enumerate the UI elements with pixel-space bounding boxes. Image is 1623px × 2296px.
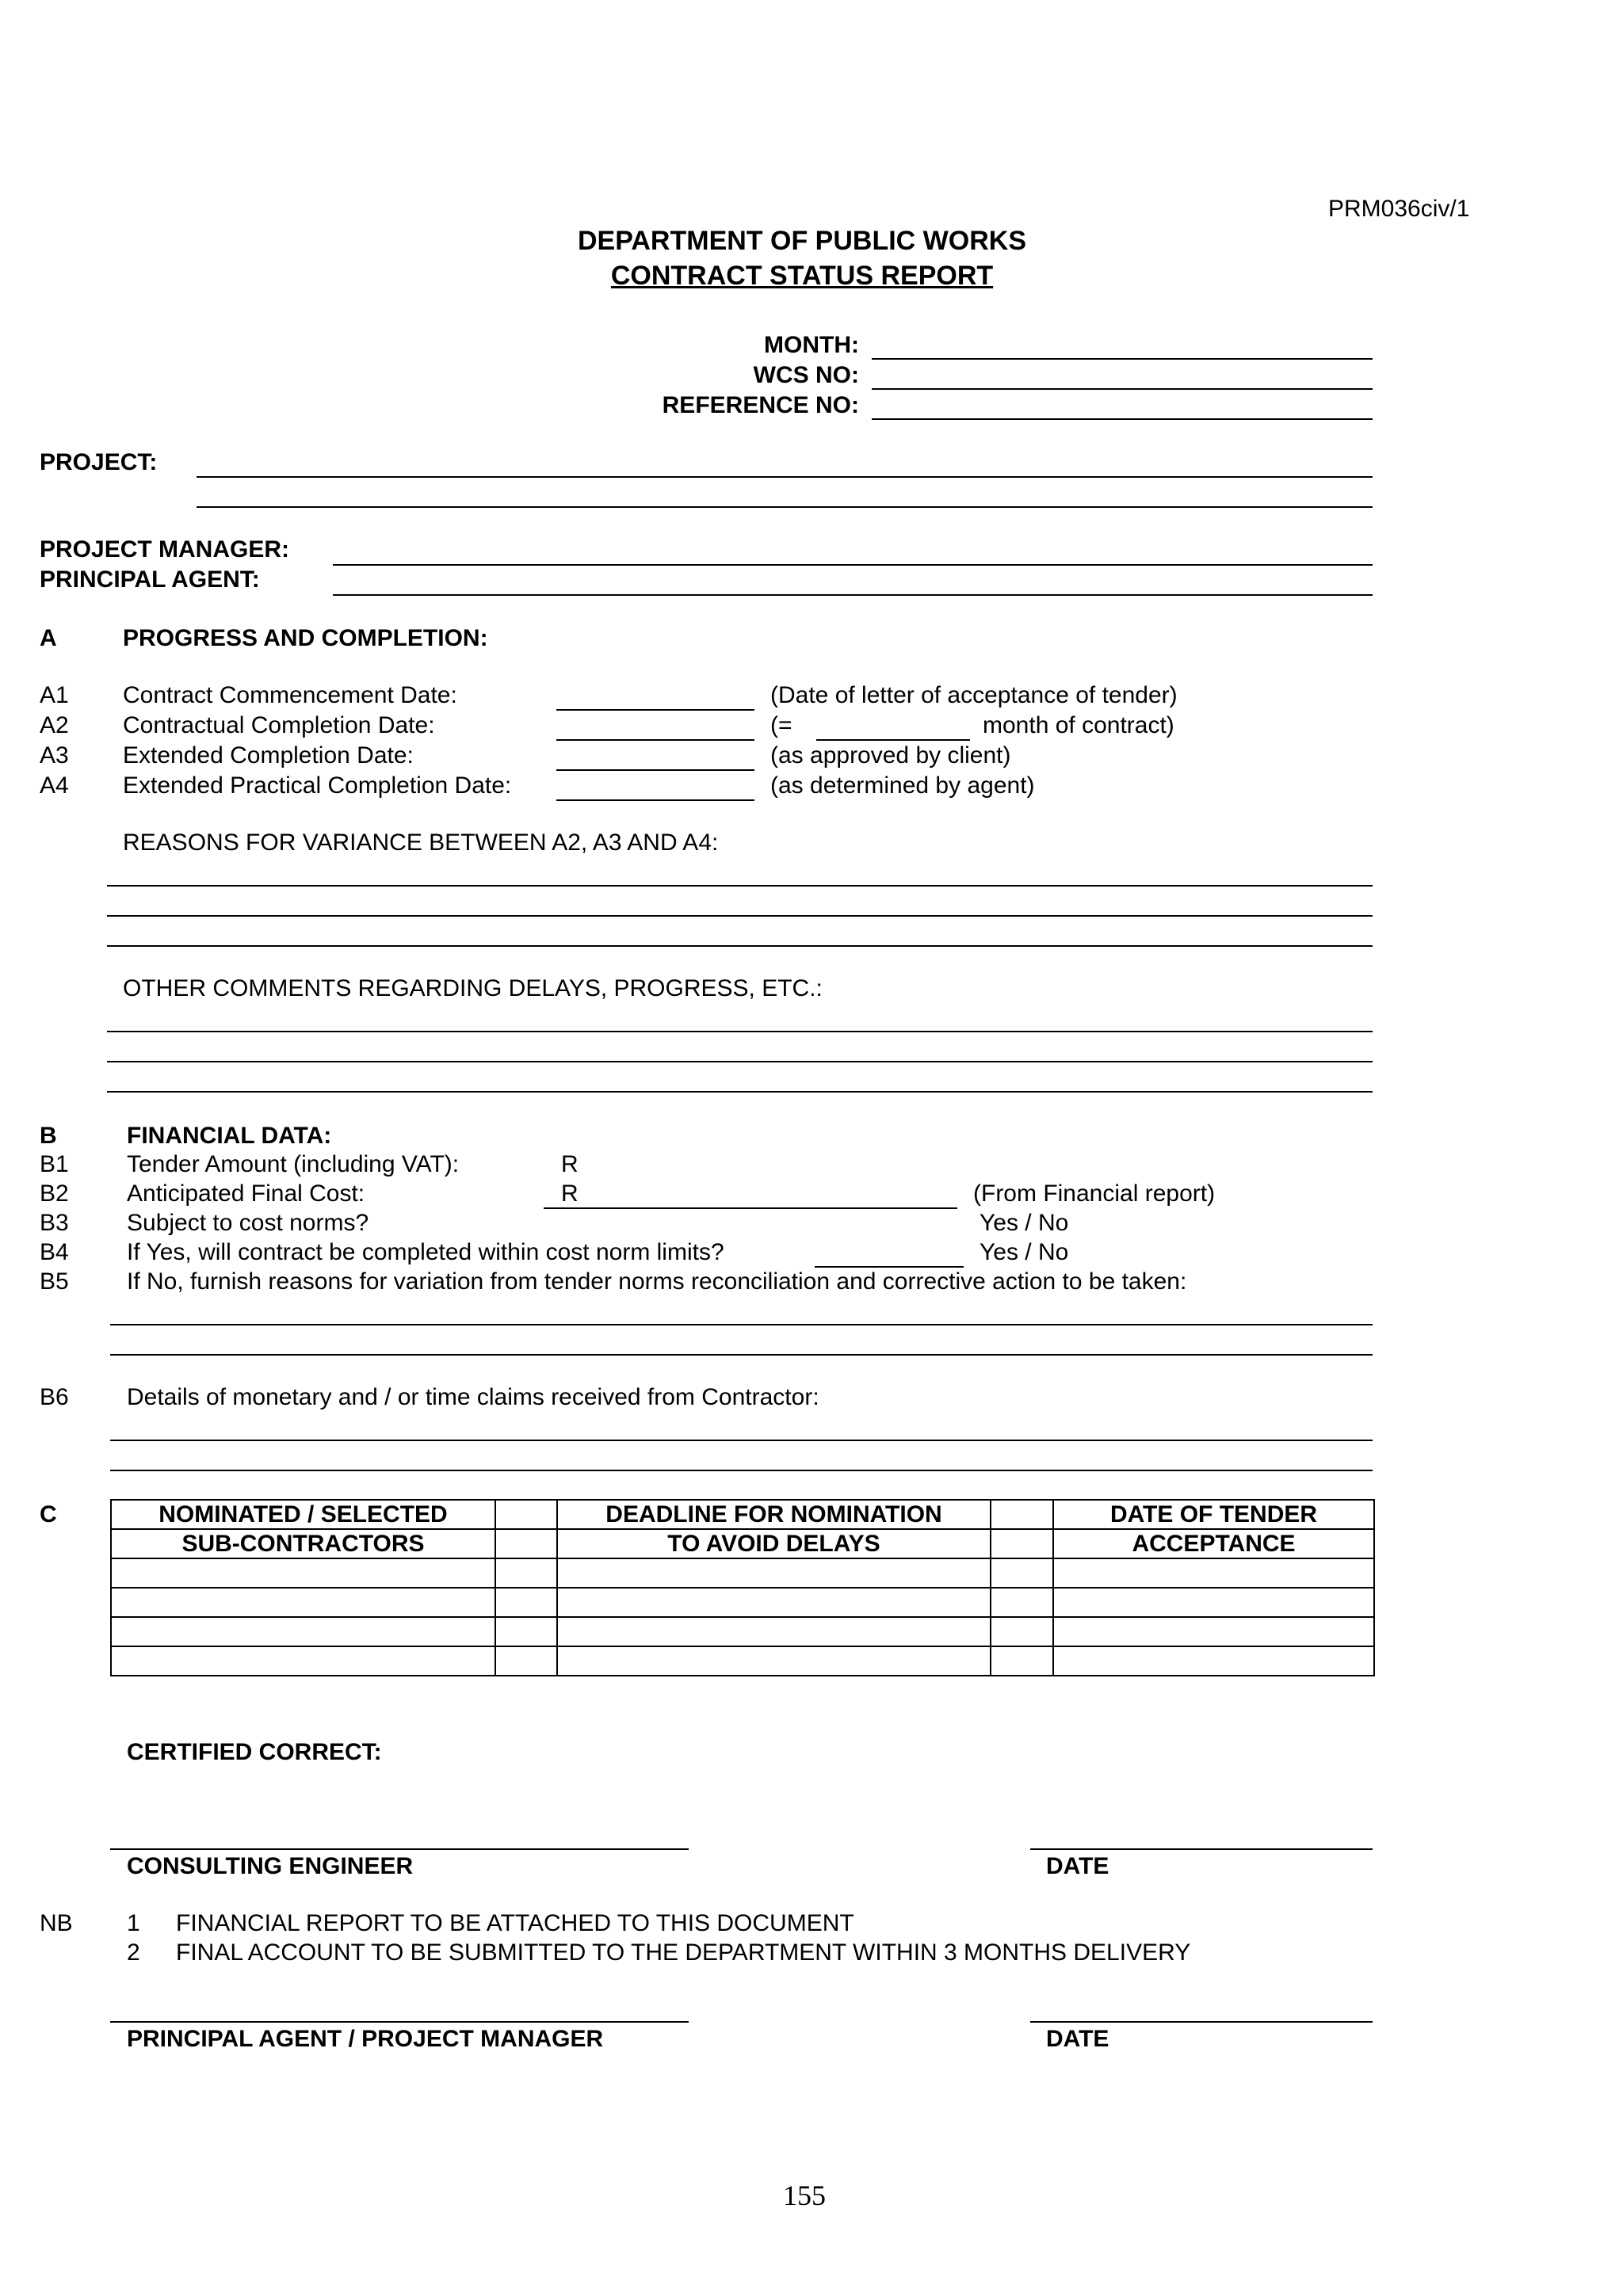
principal-agent-field[interactable] [333, 594, 1373, 596]
a2-label: Contractual Completion Date: [123, 712, 435, 738]
month-label: MONTH: [764, 332, 859, 358]
table-cell[interactable] [1053, 1588, 1374, 1617]
a4-label: Extended Practical Completion Date: [123, 772, 512, 799]
b4-options[interactable]: Yes / No [980, 1239, 1069, 1265]
certified-correct-label: CERTIFIED CORRECT: [127, 1739, 382, 1765]
section-a-letter: A [40, 625, 57, 651]
wcs-no-label: WCS NO: [753, 362, 859, 388]
b6-line-2[interactable] [110, 1470, 1373, 1471]
a1-note: (Date of letter of acceptance of tender) [770, 682, 1178, 708]
header-blank-1b [495, 1529, 557, 1558]
variance-line-2[interactable] [107, 915, 1373, 917]
project-field-line-2[interactable] [197, 506, 1373, 508]
a4-code: A4 [40, 772, 69, 799]
project-label: PROJECT: [40, 449, 158, 475]
page-number: 155 [783, 2180, 826, 2211]
b2-currency: R [561, 1180, 579, 1207]
table-cell[interactable] [991, 1646, 1053, 1676]
wcs-no-field[interactable] [872, 388, 1373, 390]
section-b-letter: B [40, 1123, 57, 1149]
a3-date-field[interactable] [556, 769, 754, 771]
header-blank-1 [495, 1500, 557, 1529]
b2-amount-field[interactable] [544, 1207, 957, 1209]
a1-code: A1 [40, 682, 69, 708]
b5-line-1[interactable] [110, 1324, 1373, 1325]
a1-date-field[interactable] [556, 709, 754, 711]
project-field-line-1[interactable] [197, 476, 1373, 478]
note-1-number: 1 [127, 1910, 140, 1936]
b1-currency: R [561, 1151, 579, 1177]
b5-label: If No, furnish reasons for variation from tender norms reconciliation and corrective action to be taken: [127, 1268, 1187, 1295]
table-cell[interactable] [495, 1588, 557, 1617]
a2-code: A2 [40, 712, 69, 738]
header-tender-date-line1: DATE OF TENDER [1053, 1500, 1374, 1529]
comments-line-3[interactable] [107, 1091, 1373, 1093]
section-a-title: PROGRESS AND COMPLETION: [123, 625, 488, 651]
b2-label: Anticipated Final Cost: [127, 1180, 365, 1207]
principal-date-line[interactable] [1030, 2021, 1373, 2023]
table-cell[interactable] [111, 1588, 495, 1617]
table-cell[interactable] [991, 1558, 1053, 1588]
table-cell[interactable] [1053, 1646, 1374, 1676]
project-manager-label: PROJECT MANAGER: [40, 536, 290, 563]
table-cell[interactable] [557, 1558, 991, 1588]
b5-code: B5 [40, 1268, 69, 1295]
engineer-date-line[interactable] [1030, 1848, 1373, 1850]
comments-line-1[interactable] [107, 1031, 1373, 1032]
table-header-row-2 [111, 1529, 1374, 1558]
table-cell[interactable] [111, 1646, 495, 1676]
note-1-text: FINANCIAL REPORT TO BE ATTACHED TO THIS DOCUMENT [176, 1910, 854, 1936]
b1-label: Tender Amount (including VAT): [127, 1151, 460, 1177]
principal-agent-label: PRINCIPAL AGENT: [40, 566, 260, 593]
project-manager-field[interactable] [333, 564, 1373, 566]
reference-no-label: REFERENCE NO: [662, 392, 859, 418]
header-deadline-line1: DEADLINE FOR NOMINATION [557, 1500, 991, 1529]
engineer-date-label: DATE [1046, 1853, 1109, 1879]
table-cell[interactable] [557, 1588, 991, 1617]
table-cell[interactable] [111, 1558, 495, 1588]
a4-date-field[interactable] [556, 799, 754, 801]
table-row [111, 1617, 1374, 1646]
b5-line-2[interactable] [110, 1354, 1373, 1356]
variance-line-1[interactable] [107, 885, 1373, 887]
table-cell[interactable] [495, 1646, 557, 1676]
table-cell[interactable] [991, 1617, 1053, 1646]
header-deadline-line2: TO AVOID DELAYS [557, 1529, 991, 1558]
report-title: CONTRACT STATUS REPORT [610, 261, 994, 291]
a2-months-field[interactable] [816, 739, 970, 741]
table-cell[interactable] [1053, 1558, 1374, 1588]
b3-code: B3 [40, 1210, 69, 1236]
table-cell[interactable] [1053, 1617, 1374, 1646]
header-blank-2b [991, 1529, 1053, 1558]
a2-note-suffix: month of contract) [983, 712, 1174, 738]
a1-label: Contract Commencement Date: [123, 682, 457, 708]
b6-code: B6 [40, 1384, 69, 1410]
b3-label: Subject to cost norms? [127, 1210, 369, 1236]
b6-line-1[interactable] [110, 1440, 1373, 1441]
principal-signature-line[interactable] [110, 2021, 689, 2023]
section-c-letter: C [40, 1501, 57, 1527]
table-cell[interactable] [111, 1617, 495, 1646]
table-header-row-1 [111, 1500, 1374, 1529]
nb-label: NB [40, 1910, 73, 1936]
reference-no-field[interactable] [872, 418, 1373, 420]
variance-line-3[interactable] [107, 945, 1373, 947]
a2-date-field[interactable] [556, 739, 754, 741]
b2-note: (From Financial report) [973, 1180, 1216, 1207]
comments-line-2[interactable] [107, 1061, 1373, 1062]
month-field[interactable] [872, 358, 1373, 360]
consulting-engineer-label: CONSULTING ENGINEER [127, 1853, 414, 1879]
header-blank-2 [991, 1500, 1053, 1529]
b2-code: B2 [40, 1180, 69, 1207]
table-cell[interactable] [991, 1588, 1053, 1617]
principal-agent-signature-label: PRINCIPAL AGENT / PROJECT MANAGER [127, 2026, 604, 2052]
b6-label: Details of monetary and / or time claims received from Contractor: [127, 1384, 819, 1410]
note-2-text: FINAL ACCOUNT TO BE SUBMITTED TO THE DEPARTMENT WITHIN 3 MONTHS DELIVERY [176, 1939, 1191, 1966]
a4-note: (as determined by agent) [770, 772, 1035, 799]
department-title: DEPARTMENT OF PUBLIC WORKS [577, 226, 1026, 256]
table-row [111, 1646, 1374, 1676]
subcontractors-table [110, 1499, 1375, 1676]
table-cell[interactable] [495, 1617, 557, 1646]
variance-label: REASONS FOR VARIANCE BETWEEN A2, A3 AND A4: [123, 830, 719, 856]
a2-note: (= [770, 712, 792, 738]
table-cell[interactable] [557, 1617, 991, 1646]
header-nominated-line2: SUB-CONTRACTORS [111, 1529, 495, 1558]
comments-label: OTHER COMMENTS REGARDING DELAYS, PROGRESS, ETC.: [123, 975, 823, 1001]
a3-label: Extended Completion Date: [123, 742, 414, 769]
principal-date-label: DATE [1046, 2026, 1109, 2052]
b3-options[interactable]: Yes / No [980, 1210, 1069, 1236]
table-row [111, 1588, 1374, 1617]
b4-label: If Yes, will contract be completed within cost norm limits? [127, 1239, 724, 1265]
table-row [111, 1558, 1374, 1588]
engineer-signature-line[interactable] [110, 1848, 689, 1850]
note-2-number: 2 [127, 1939, 140, 1966]
a3-code: A3 [40, 742, 69, 769]
a3-note: (as approved by client) [770, 742, 1011, 769]
section-b-title: FINANCIAL DATA: [127, 1123, 332, 1149]
form-code: PRM036civ/1 [1328, 196, 1470, 222]
header-nominated-line1: NOMINATED / SELECTED [111, 1500, 495, 1529]
b1-code: B1 [40, 1151, 69, 1177]
table-cell[interactable] [495, 1558, 557, 1588]
table-cell[interactable] [557, 1646, 991, 1676]
header-tender-date-line2: ACCEPTANCE [1053, 1529, 1374, 1558]
b4-code: B4 [40, 1239, 69, 1265]
